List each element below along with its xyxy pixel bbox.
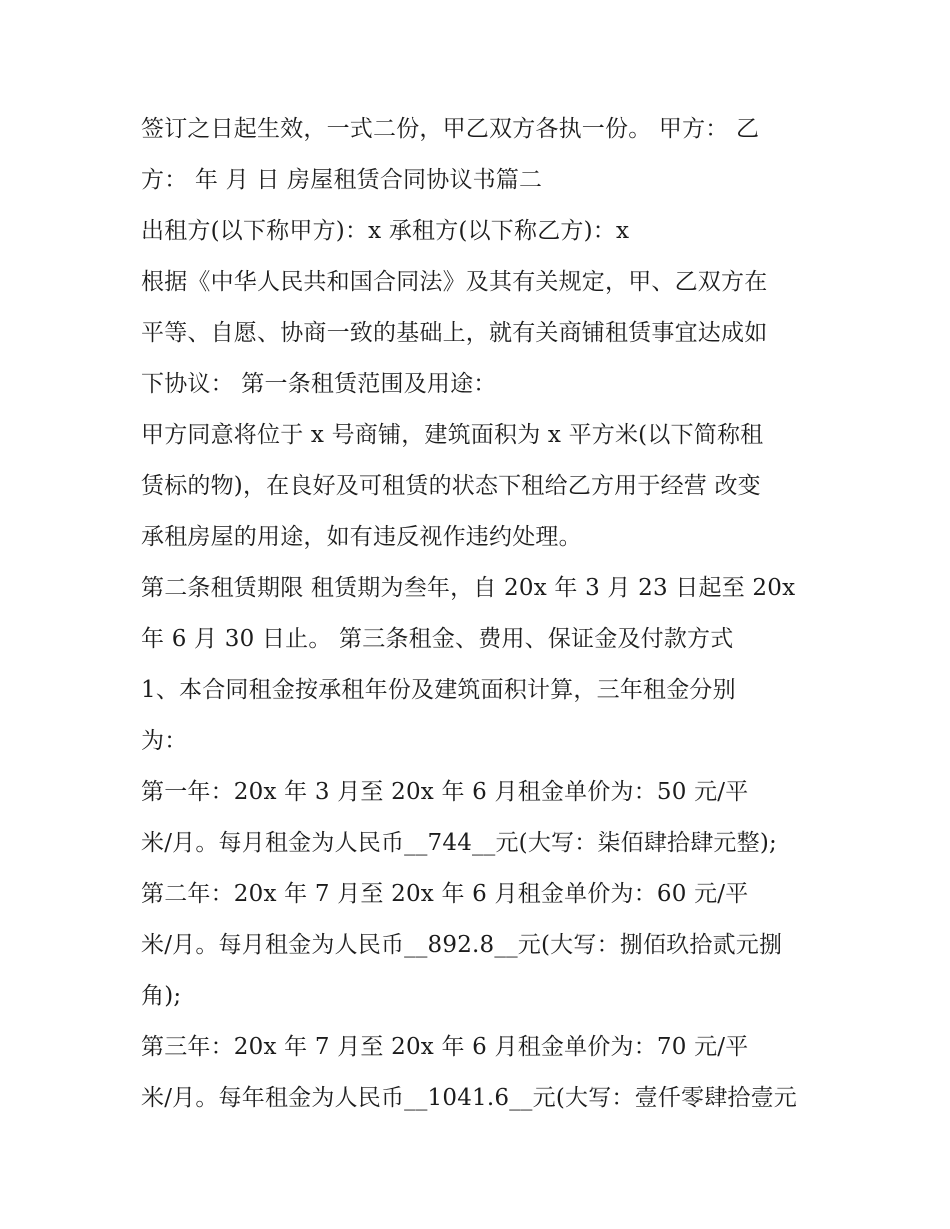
text-line-7: 甲方同意将位于 x 号商铺，建筑面积为 x 平方米(以下简称租 <box>141 422 764 448</box>
text-line-18: 角); <box>141 983 182 1009</box>
text-line-15: 米/月。每月租金为人民币__744__元(大写：柒佰肆拾肆元整); <box>141 830 777 856</box>
text-line-16: 第二年：20x 年 7 月至 20x 年 6 月租金单价为：60 元/平 <box>141 881 749 907</box>
document-body <box>141 104 821 1124</box>
text-line-1: 签订之日起生效，一式二份，甲乙双方各执一份。 甲方： 乙 <box>141 116 760 142</box>
text-line-14: 第一年：20x 年 3 月至 20x 年 6 月租金单价为：50 元/平 <box>141 779 749 805</box>
text-line-12: 1、本合同租金按承租年份及建筑面积计算，三年租金分别 <box>141 677 736 703</box>
text-line-8: 赁标的物)，在良好及可租赁的状态下租给乙方用于经营 改变 <box>141 473 761 499</box>
text-line-10: 第二条租赁期限 租赁期为叁年，自 20x 年 3 月 23 日起至 20x <box>141 575 796 601</box>
text-line-6: 下协议： 第一条租赁范围及用途： <box>141 371 497 397</box>
text-line-9: 承租房屋的用途，如有违反视作违约处理。 <box>141 524 582 550</box>
text-line-17: 米/月。每月租金为人民币__892.8__元(大写：捌佰玖拾贰元捌 <box>141 932 783 958</box>
text-line-5: 平等、自愿、协商一致的基础上，就有关商铺租赁事宜达成如 <box>141 320 768 346</box>
text-line-13: 为： <box>141 728 188 754</box>
text-line-19: 第三年：20x 年 7 月至 20x 年 6 月租金单价为：70 元/平 <box>141 1034 749 1060</box>
text-line-2: 方： 年 月 日 房屋租赁合同协议书篇二 <box>141 167 543 193</box>
text-line-4: 根据《中华人民共和国合同法》及其有关规定，甲、乙双方在 <box>141 269 768 295</box>
text-line-11: 年 6 月 30 日止。 第三条租金、费用、保证金及付款方式 <box>141 626 734 652</box>
text-line-3: 出租方(以下称甲方)：x 承租方(以下称乙方)：x <box>141 218 630 244</box>
text-line-20: 米/月。每年租金为人民币__1041.6__元(大写：壹仟零肆拾壹元 <box>141 1085 797 1111</box>
